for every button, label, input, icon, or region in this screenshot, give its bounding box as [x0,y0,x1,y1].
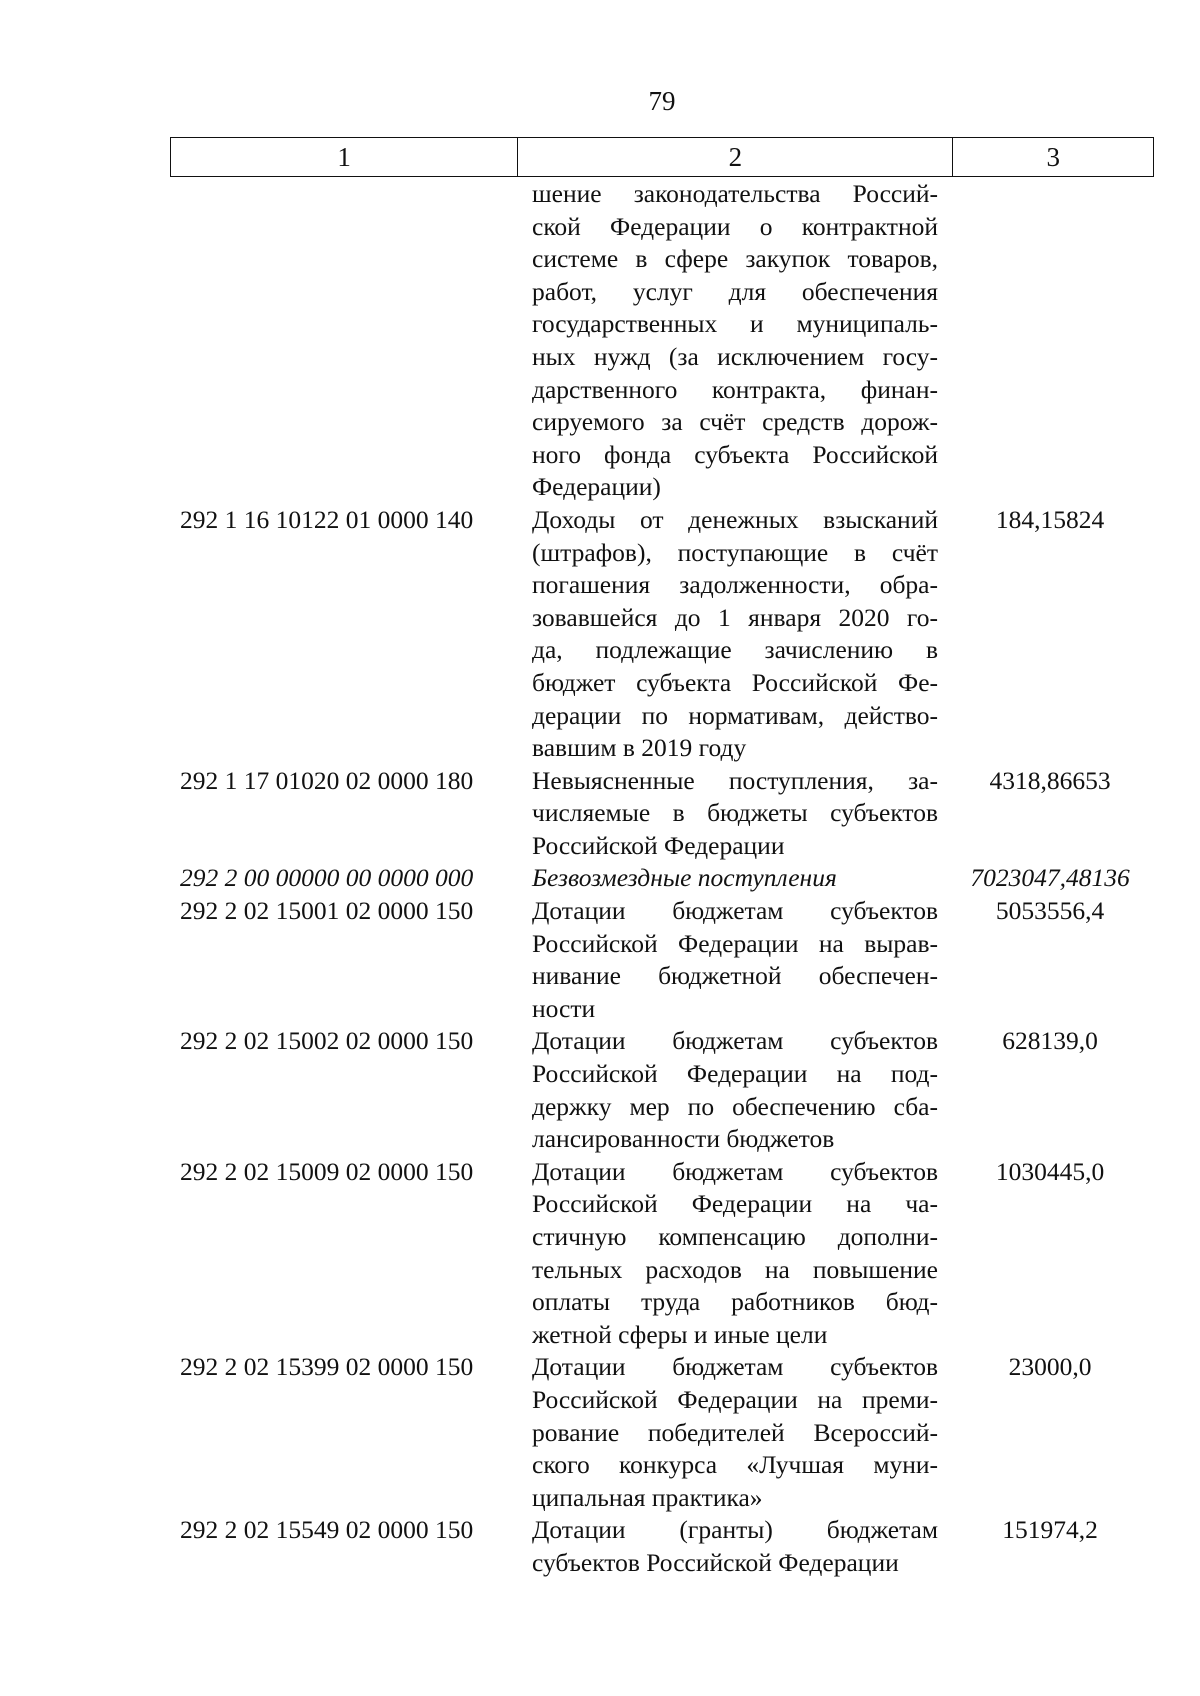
description-line: вавшим в 2019 году [532,733,747,763]
row-description [526,1156,938,1352]
description-line: зовавшейся до 1 января 2020 го- [532,602,938,632]
table-body [172,178,1162,1580]
table-header [170,137,1154,177]
row-description [526,1025,938,1155]
table-row [172,862,1162,895]
description-line: да, подлежащие зачислению в [532,635,938,665]
row-description [526,178,938,504]
row-code: 292 2 00 00000 00 0000 000 [180,863,474,893]
description-line: Невыясненные поступления, за- [532,765,938,795]
description-line: ской Федерации о контрактной [532,211,938,241]
description-line: сируемого за счёт средств дорож- [532,407,938,437]
table-row [172,1025,1162,1155]
row-description [526,1351,938,1514]
table-row [172,1351,1162,1514]
description-line: ности [532,993,596,1023]
row-code: 292 2 02 15002 02 0000 150 [180,1026,474,1056]
page-number: 79 [648,86,676,116]
description-line: системе в сфере закупок товаров, [532,244,938,274]
row-description [526,504,938,765]
row-description [526,862,938,895]
row-amount: 4318,86653 [989,765,1111,795]
description-line: дарственного контракта, финан- [532,374,938,404]
description-line: ных нужд (за исключением госу- [532,341,938,371]
description-line: Дотации бюджетам субъектов [532,1026,938,1056]
row-description [526,765,938,863]
description-line: держку мер по обеспечению сба- [532,1091,938,1121]
description-line: Российской Федерации [532,830,785,860]
header-col-2: 2 [518,138,953,176]
description-line: Доходы от денежных взысканий [532,504,938,534]
description-line: Федерации) [532,472,661,502]
description-line: лансированности бюджетов [532,1124,835,1154]
description-line: Российской Федерации на вырав- [532,928,938,958]
table-row [172,504,1162,765]
description-line: Дотации (гранты) бюджетам [532,1515,938,1545]
table-row [172,1514,1162,1579]
description-line: Российской Федерации на преми- [532,1384,938,1414]
description-line: (штрафов), поступающие в счёт [532,537,938,567]
row-description [526,1514,938,1579]
header-col-3: 3 [1046,141,1060,172]
description-line: ного фонда субъекта Российской [532,439,938,469]
description-line: субъектов Российской Федерации [532,1547,899,1577]
table-row [172,895,1162,1025]
row-code: 292 2 02 15001 02 0000 150 [180,896,474,926]
row-code: 292 2 02 15399 02 0000 150 [180,1352,474,1382]
row-amount: 5053556,4 [995,896,1105,926]
table-row [172,1156,1162,1352]
row-code: 292 2 02 15009 02 0000 150 [180,1156,474,1186]
row-amount: 628139,0 [1002,1026,1098,1056]
description-line: рование победителей Всероссий- [532,1417,938,1447]
row-code: 292 2 02 15549 02 0000 150 [180,1515,474,1545]
description-line: Российской Федерации на ча- [532,1189,938,1219]
table-row [172,178,1162,504]
description-line: шение законодательства Россий- [532,179,938,208]
description-line: оплаты труда работников бюд- [532,1287,938,1317]
description-line: работ, услуг для обеспечения [532,276,938,306]
description-line: Безвозмездные поступления [532,863,837,893]
description-line: тельных расходов на повышение [532,1254,938,1284]
header-col-1: 1 [171,138,518,176]
description-line: Дотации бюджетам субъектов [532,1156,938,1186]
description-line: ского конкурса «Лучшая муни- [532,1450,938,1480]
row-amount: 184,15824 [995,504,1105,534]
description-line: государственных и муниципаль- [532,309,938,339]
description-line: бюджет субъекта Российской Фе- [532,667,938,697]
description-line: Российской Федерации на под- [532,1059,938,1089]
description-line: Дотации бюджетам субъектов [532,896,938,926]
row-amount: 151974,2 [1002,1515,1098,1545]
row-code: 292 1 16 10122 01 0000 140 [180,504,474,534]
description-line: жетной сферы и иные цели [532,1319,828,1349]
description-line: стичную компенсацию дополни- [532,1222,938,1251]
row-amount: 7023047,48136 [970,863,1130,893]
description-line: Дотации бюджетам субъектов [532,1352,938,1382]
description-line: числяемые в бюджеты субъектов [532,798,938,828]
row-code: 292 1 17 01020 02 0000 180 [180,765,474,795]
description-line: дерации по нормативам, действо- [532,700,938,730]
row-amount: 23000,0 [1008,1352,1092,1382]
description-line: нивание бюджетной обеспечен- [532,961,938,991]
description-line: погашения задолженности, обра- [532,570,938,600]
row-amount: 1030445,0 [995,1156,1105,1186]
row-description [526,895,938,1025]
description-line: ципальная практика» [532,1482,763,1512]
table-row [172,765,1162,863]
